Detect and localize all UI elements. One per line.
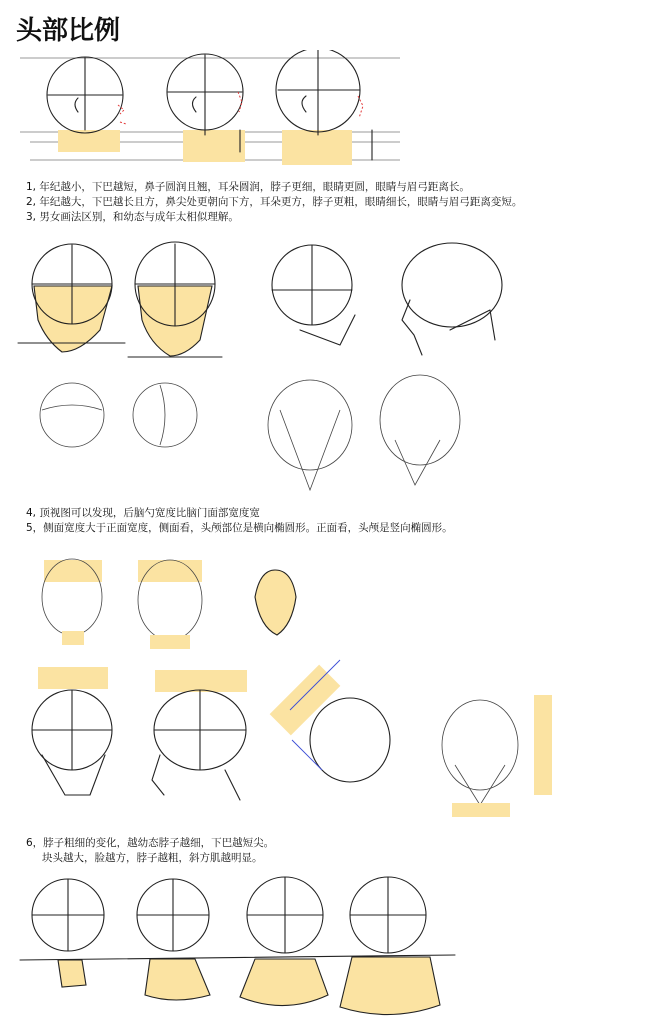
figure-head-construction bbox=[0, 240, 658, 500]
notes-section-3 bbox=[26, 836, 274, 866]
note-line: 1, 年纪越小，下巴越短，鼻子圆润且翘，耳朵圆润，脖子更细，眼睛更圆，眼睛与眉弓距离长。 bbox=[26, 181, 470, 193]
figure-profile-age-comparison bbox=[0, 50, 658, 165]
notes-section-1 bbox=[26, 180, 522, 225]
note-line: 2, 年纪越大，下巴越长且方，鼻尖处更朝向下方，耳朵更方，脖子更粗，眼睛细长，眼睛与眉弓距离变短。 bbox=[26, 196, 523, 208]
note-line: 3, 男女画法区别，和幼态与成年太相似理解。 bbox=[26, 211, 239, 223]
note-line: 6，脖子粗细的变化，越幼态脖子越细，下巴越短尖。 bbox=[26, 837, 275, 849]
figure-width-comparison bbox=[0, 555, 658, 820]
note-line: 5，侧面宽度大于正面宽度，侧面看，头颅部位是横向椭圆形。正面看，头颅是竖向椭圆形。 bbox=[26, 522, 453, 534]
note-line: 块头越大，脸越方，脖子越粗，斜方肌越明显。 bbox=[42, 852, 263, 864]
page-title: 头部比例 bbox=[16, 16, 121, 46]
notes-section-2 bbox=[26, 506, 453, 536]
figure-neck-thickness bbox=[0, 875, 658, 1030]
note-line: 4, 顶视图可以发现，后脑勺宽度比脑门面部宽度宽 bbox=[26, 507, 260, 519]
